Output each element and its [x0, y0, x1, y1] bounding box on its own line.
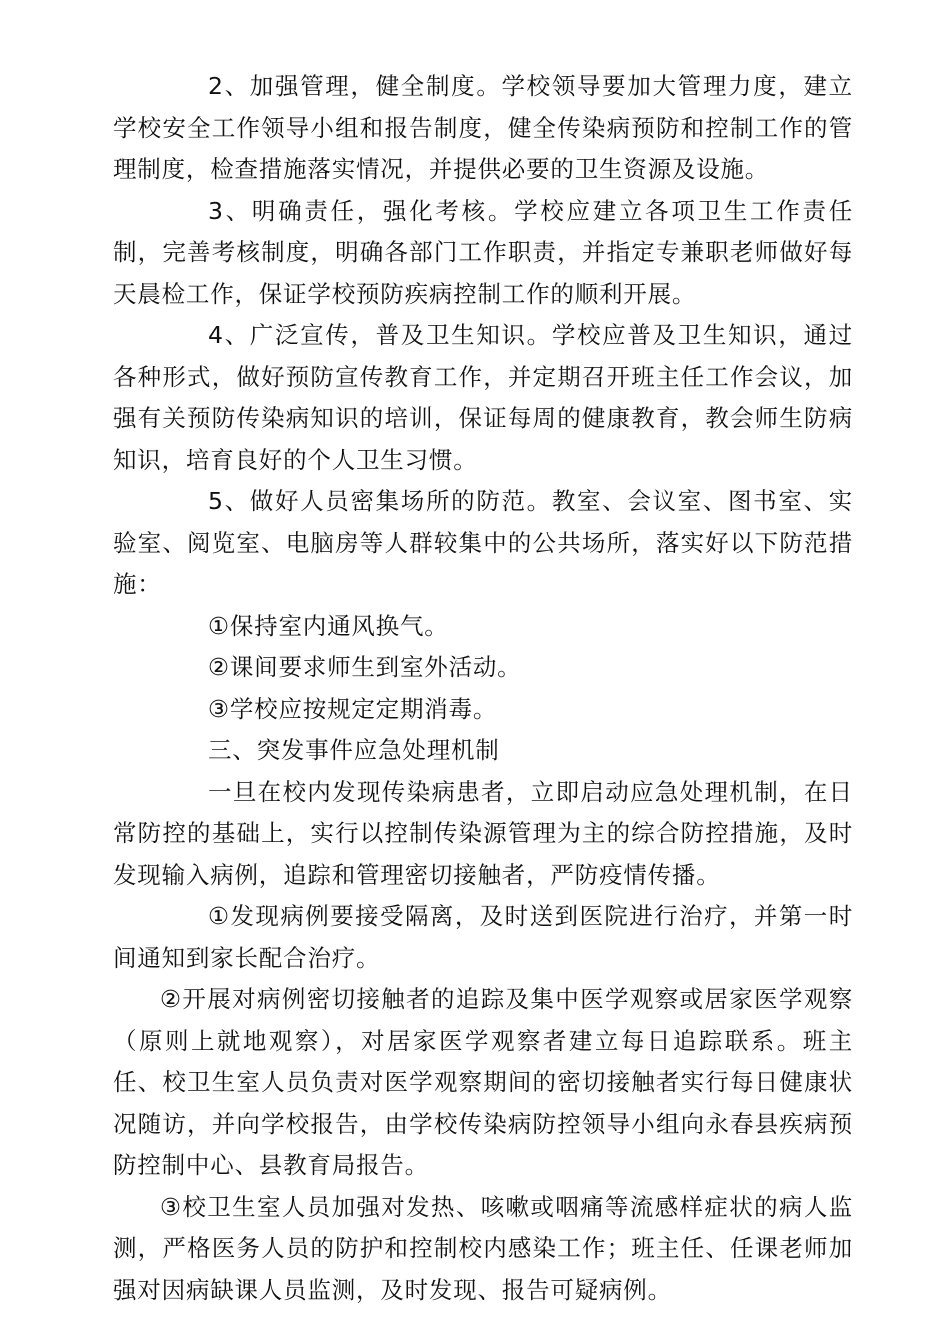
list-item-isolation: ①发现病例要接受隔离，及时送到医院进行治疗，并第一时间通知到家长配合治疗。	[113, 902, 853, 972]
paragraph-crowded-places: 5、做好人员密集场所的防范。教室、会议室、图书室、实验室、阅览室、电脑房等人群较集中的公共场所，落实好以下防范措施：	[113, 487, 853, 598]
list-item-monitoring: ③校卫生室人员加强对发热、咳嗽或咽痛等流感样症状的病人监测，严格医务人员的防护和控制校内感染工作；班主任、任课老师加强对因病缺课人员监测，及时发现、报告可疑病例。	[113, 1192, 853, 1304]
list-item-ventilation: ①保持室内通风换气。	[208, 611, 449, 640]
paragraph-management: 2、加强管理，健全制度。学校领导要加大管理力度，建立学校安全工作领导小组和报告制度，健全传染病预防和控制工作的管理制度，检查措施落实情况，并提供必要的卫生资源及设施。	[113, 72, 853, 183]
list-item-contact-tracing: ②开展对病例密切接触者的追踪及集中医学观察或居家医学观察（原则上就地观察），对居家医学观察者建立每日追踪联系。班主任、校卫生室人员负责对医学观察期间的密切接触者实行每日健康状况随访，并向学校报告，由学校传染病防控领导小组向永春县疾病预防控制中心、县教育局报告。	[113, 985, 853, 1179]
document-body	[113, 66, 853, 1311]
paragraph-responsibility: 3、明确责任，强化考核。学校应建立各项卫生工作责任制，完善考核制度，明确各部门工作职责，并指定专兼职老师做好每天晨检工作，保证学校预防疾病控制工作的顺利开展。	[113, 196, 853, 308]
paragraph-emergency-mechanism: 一旦在校内发现传染病患者，立即启动应急处理机制，在日常防控的基础上，实行以控制传染源管理为主的综合防控措施，及时发现输入病例，追踪和管理密切接触者，严防疫情传播。	[113, 777, 853, 889]
list-item-disinfection: ③学校应按规定定期消毒。	[208, 694, 498, 723]
list-item-outdoor-activity: ②课间要求师生到室外活动。	[208, 653, 522, 681]
section-heading-emergency: 三、突发事件应急处理机制	[208, 736, 500, 764]
paragraph-publicity: 4、广泛宣传，普及卫生知识。学校应普及卫生知识，通过各种形式，做好预防宣传教育工作，并定期召开班主任工作会议，加强有关预防传染病知识的培训，保证每周的健康教育，教会师生防病知识，培育良好的个人卫生习惯。	[113, 321, 853, 474]
